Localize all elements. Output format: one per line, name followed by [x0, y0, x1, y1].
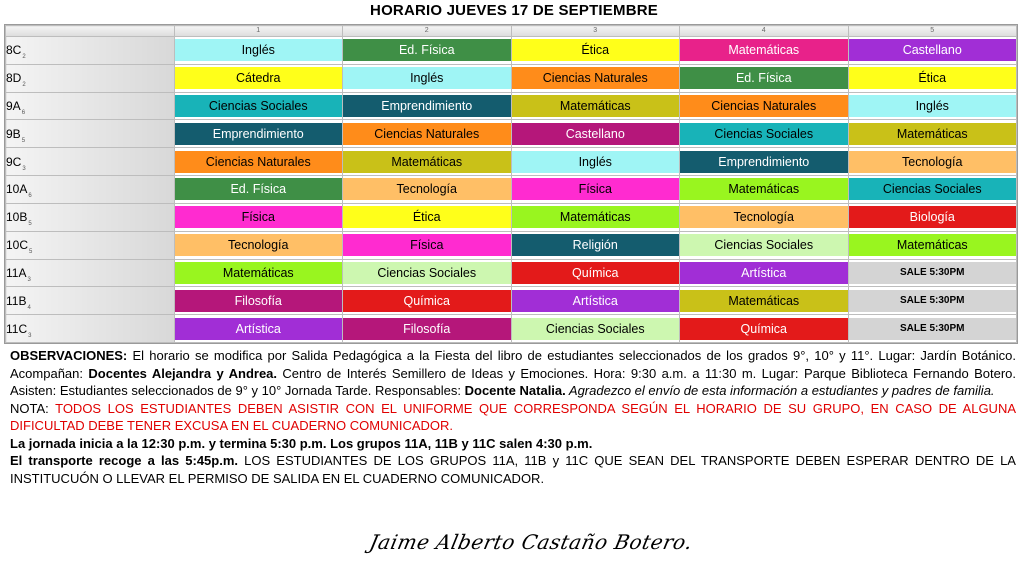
schedule-body	[6, 37, 1017, 343]
subject-label: Química	[343, 290, 511, 312]
schedule-cell	[174, 176, 343, 204]
schedule-cell	[848, 148, 1017, 176]
schedule-cell	[511, 287, 680, 315]
subject-label: Artística	[680, 262, 848, 284]
row-header	[6, 259, 175, 287]
subject-label: Ciencias Naturales	[680, 95, 848, 117]
group-label: 10A	[6, 182, 28, 197]
table-row	[6, 203, 1017, 231]
row-header	[6, 92, 175, 120]
schedule-cell	[848, 315, 1017, 343]
schedule-cell	[511, 231, 680, 259]
row-header	[6, 37, 175, 65]
subject-label: Cátedra	[175, 67, 343, 89]
subject-label: Filosofía	[175, 290, 343, 312]
subject-label: Física	[512, 178, 680, 200]
subject-label: Inglés	[849, 95, 1017, 117]
row-header	[6, 64, 175, 92]
group-subscript: 5	[29, 249, 33, 256]
schedule-cell	[511, 64, 680, 92]
subject-label: Artística	[175, 318, 343, 340]
subject-label: Física	[343, 234, 511, 256]
schedule-cell	[848, 287, 1017, 315]
subject-label: Matemáticas	[849, 234, 1017, 256]
subject-label: Ética	[343, 206, 511, 228]
schedule-cell	[848, 92, 1017, 120]
subject-label: Tecnología	[849, 151, 1017, 173]
subject-label: Ciencias Sociales	[680, 123, 848, 145]
subject-label: Matemáticas	[175, 262, 343, 284]
subject-label: Inglés	[512, 151, 680, 173]
schedule-cell	[511, 120, 680, 148]
sale-label: SALE 5:30PM	[849, 290, 1017, 312]
table-row	[6, 92, 1017, 120]
schedule-cell	[848, 64, 1017, 92]
schedule-cell	[343, 315, 512, 343]
subject-label: Matemáticas	[343, 151, 511, 173]
group-label: 10C	[6, 238, 29, 253]
schedule-cell	[511, 148, 680, 176]
table-row	[6, 231, 1017, 259]
group-subscript: 4	[27, 304, 31, 311]
group-subscript: 2	[22, 54, 26, 61]
schedule-cell	[680, 203, 849, 231]
group-subscript: 3	[22, 165, 26, 172]
table-row	[6, 37, 1017, 65]
subject-label: Inglés	[175, 39, 343, 61]
group-subscript: 3	[27, 276, 31, 283]
schedule-cell	[511, 37, 680, 65]
subject-label: Artística	[512, 290, 680, 312]
jornada-paragraph	[10, 435, 1016, 453]
row-header	[6, 231, 175, 259]
schedule-cell	[343, 120, 512, 148]
subject-label: Emprendimiento	[175, 123, 343, 145]
schedule-cell	[848, 231, 1017, 259]
schedule-cell	[174, 37, 343, 65]
subject-label: Tecnología	[175, 234, 343, 256]
schedule-cell	[680, 64, 849, 92]
subject-label: Matemáticas	[512, 206, 680, 228]
schedule-cell	[174, 203, 343, 231]
schedule-cell	[343, 148, 512, 176]
subject-label: Matemáticas	[680, 39, 848, 61]
table-row	[6, 64, 1017, 92]
schedule-cell	[680, 120, 849, 148]
subject-label: Filosofía	[343, 318, 511, 340]
schedule-cell	[343, 259, 512, 287]
group-label: 11A	[6, 265, 27, 280]
subject-label: Ciencias Sociales	[512, 318, 680, 340]
subject-label: Matemáticas	[512, 95, 680, 117]
schedule-cell	[511, 203, 680, 231]
column-header: 5	[848, 26, 1017, 37]
group-label: 10B	[6, 210, 28, 225]
subject-label: Tecnología	[343, 178, 511, 200]
observations-bold-1: Docentes Alejandra y Andrea.	[88, 365, 278, 381]
schedule-cell	[680, 37, 849, 65]
table-row	[6, 259, 1017, 287]
group-subscript: 2	[22, 82, 26, 89]
subject-label: Matemáticas	[680, 290, 848, 312]
subject-label: Biología	[849, 206, 1017, 228]
subject-label: Religión	[512, 234, 680, 256]
subject-label: Castellano	[512, 123, 680, 145]
transporte-text: LOS ESTUDIANTES DE LOS GRUPOS 11A, 11B y 11C QUE SEAN DEL TRANSPORTE DEBEN ESPERAR DENTRO DE LA INSTITUCUÓN O LLEVAR EL PERMISO DE SALIDA EN EL CUADERNO COMUNICADOR.	[10, 453, 1016, 486]
group-label: 11C	[6, 321, 28, 336]
column-header-row	[6, 26, 1017, 37]
observations-bold-2: Docente Natalia.	[464, 383, 566, 398]
schedule-cell	[174, 92, 343, 120]
subject-label: Ciencias Sociales	[343, 262, 511, 284]
subject-label: Ed. Física	[343, 39, 511, 61]
row-header	[6, 315, 175, 343]
schedule-cell	[848, 203, 1017, 231]
subject-label: Ética	[849, 67, 1017, 89]
subject-label: Ciencias Sociales	[849, 178, 1017, 200]
schedule-cell	[343, 37, 512, 65]
sale-label: SALE 5:30PM	[849, 318, 1017, 340]
nota-red-text: TODOS LOS ESTUDIANTES DEBEN ASISTIR CON EL UNIFORME QUE CORRESPONDA SEGÚN EL HORARIO DE SU GRUPO, EN CASO DE ALGUNA DIFICULTAD DEBE TENER EXCUSA EN EL CUADERNO COMUNICADOR.	[10, 400, 1017, 433]
column-header: 1	[174, 26, 343, 37]
subject-label: Castellano	[849, 39, 1017, 61]
schedule-cell	[680, 176, 849, 204]
subject-label: Ética	[512, 39, 680, 61]
schedule-cell	[343, 64, 512, 92]
schedule-cell	[511, 92, 680, 120]
row-header	[6, 120, 175, 148]
schedule-cell	[511, 176, 680, 204]
schedule-cell	[848, 176, 1017, 204]
nota-label: NOTA:	[10, 400, 56, 416]
observations-label: OBSERVACIONES:	[10, 348, 128, 363]
subject-label: Química	[512, 262, 680, 284]
subject-label: Ciencias Naturales	[512, 67, 680, 89]
group-label: 9B	[6, 126, 21, 141]
jornada-text: La jornada inicia a la 12:30 p.m. y termina 5:30 p.m. Los grupos 11A, 11B y 11C salen 4:30 p.m.	[10, 435, 593, 451]
signature: Jaime Alberto Castaño Botero.	[367, 530, 695, 554]
subject-label: Emprendimiento	[680, 151, 848, 173]
schedule-cell	[343, 92, 512, 120]
schedule-cell	[680, 315, 849, 343]
schedule-cell	[511, 315, 680, 343]
schedule-cell	[174, 231, 343, 259]
group-subscript: 5	[28, 221, 32, 228]
observations-text-2: Centro de Interés Semillero de Ideas y Emociones. Hora: 9:30 a.m. a 11:30 m. Lugar: Parque Biblioteca Fernando Botero. Asisten: Estudiantes seleccionados de 9° y 10° Jornada Tarde. Responsables:	[10, 365, 1016, 398]
sale-label: SALE 5:30PM	[849, 262, 1017, 284]
corner-cell	[6, 26, 175, 37]
row-header	[6, 148, 175, 176]
row-header	[6, 287, 175, 315]
column-header: 2	[343, 26, 512, 37]
row-header	[6, 176, 175, 204]
column-header: 4	[680, 26, 849, 37]
schedule-cell	[174, 287, 343, 315]
row-header	[6, 203, 175, 231]
subject-label: Ciencias Naturales	[175, 151, 343, 173]
schedule-cell	[174, 259, 343, 287]
observations-text-1: El horario se modifica por Salida Pedagógica a la Fiesta del libro de estudiantes seleccionados de los grados 9°, 10° y 11°. Lugar: Jardín Botánico. Acompañan:	[10, 348, 1016, 381]
subject-label: Física	[175, 206, 343, 228]
schedule-grid	[4, 24, 1018, 344]
table-row	[6, 315, 1017, 343]
group-label: 11B	[6, 293, 27, 308]
schedule-cell	[343, 176, 512, 204]
schedule-cell	[680, 287, 849, 315]
schedule-cell	[848, 37, 1017, 65]
table-row	[6, 287, 1017, 315]
group-label: 9A	[6, 99, 21, 114]
group-label: 9C	[6, 154, 22, 169]
schedule-cell	[174, 120, 343, 148]
observations	[10, 347, 1016, 487]
table-row	[6, 120, 1017, 148]
subject-label: Ciencias Sociales	[680, 234, 848, 256]
group-label: 8D	[6, 71, 22, 86]
subject-label: Ciencias Sociales	[175, 95, 343, 117]
subject-label: Química	[680, 318, 848, 340]
nota-paragraph	[10, 400, 1016, 435]
schedule-cell	[848, 259, 1017, 287]
group-subscript: 3	[28, 332, 32, 339]
page-title: HORARIO JUEVES 17 DE SEPTIEMBRE	[370, 2, 658, 19]
schedule-cell	[511, 259, 680, 287]
schedule-cell	[343, 231, 512, 259]
column-header: 3	[511, 26, 680, 37]
group-subscript: 6	[28, 193, 32, 200]
schedule-cell	[174, 64, 343, 92]
subject-label: Emprendimiento	[343, 95, 511, 117]
schedule-cell	[174, 148, 343, 176]
subject-label: Ed. Física	[175, 178, 343, 200]
table-row	[6, 148, 1017, 176]
table-row	[6, 176, 1017, 204]
group-subscript: 6	[21, 110, 26, 117]
subject-label: Matemáticas	[680, 178, 848, 200]
schedule-cell	[343, 203, 512, 231]
observations-italic: Agradezco el envío de esta información a estudiantes y padres de familia.	[565, 383, 995, 398]
schedule-cell	[680, 231, 849, 259]
schedule-cell	[174, 315, 343, 343]
subject-label: Ciencias Naturales	[343, 123, 511, 145]
group-subscript: 5	[21, 137, 26, 144]
group-label: 8C	[6, 43, 22, 58]
schedule-cell	[848, 120, 1017, 148]
subject-label: Ed. Física	[680, 67, 848, 89]
subject-label: Tecnología	[680, 206, 848, 228]
transporte-bold: El transporte recoge a las 5:45p.m.	[10, 453, 238, 468]
schedule-cell	[680, 259, 849, 287]
transporte-paragraph	[10, 452, 1016, 487]
subject-label: Matemáticas	[849, 123, 1017, 145]
schedule-table	[5, 25, 1017, 343]
schedule-cell	[343, 287, 512, 315]
schedule-cell	[680, 148, 849, 176]
subject-label: Inglés	[343, 67, 511, 89]
schedule-cell	[680, 92, 849, 120]
observations-paragraph	[10, 347, 1016, 400]
